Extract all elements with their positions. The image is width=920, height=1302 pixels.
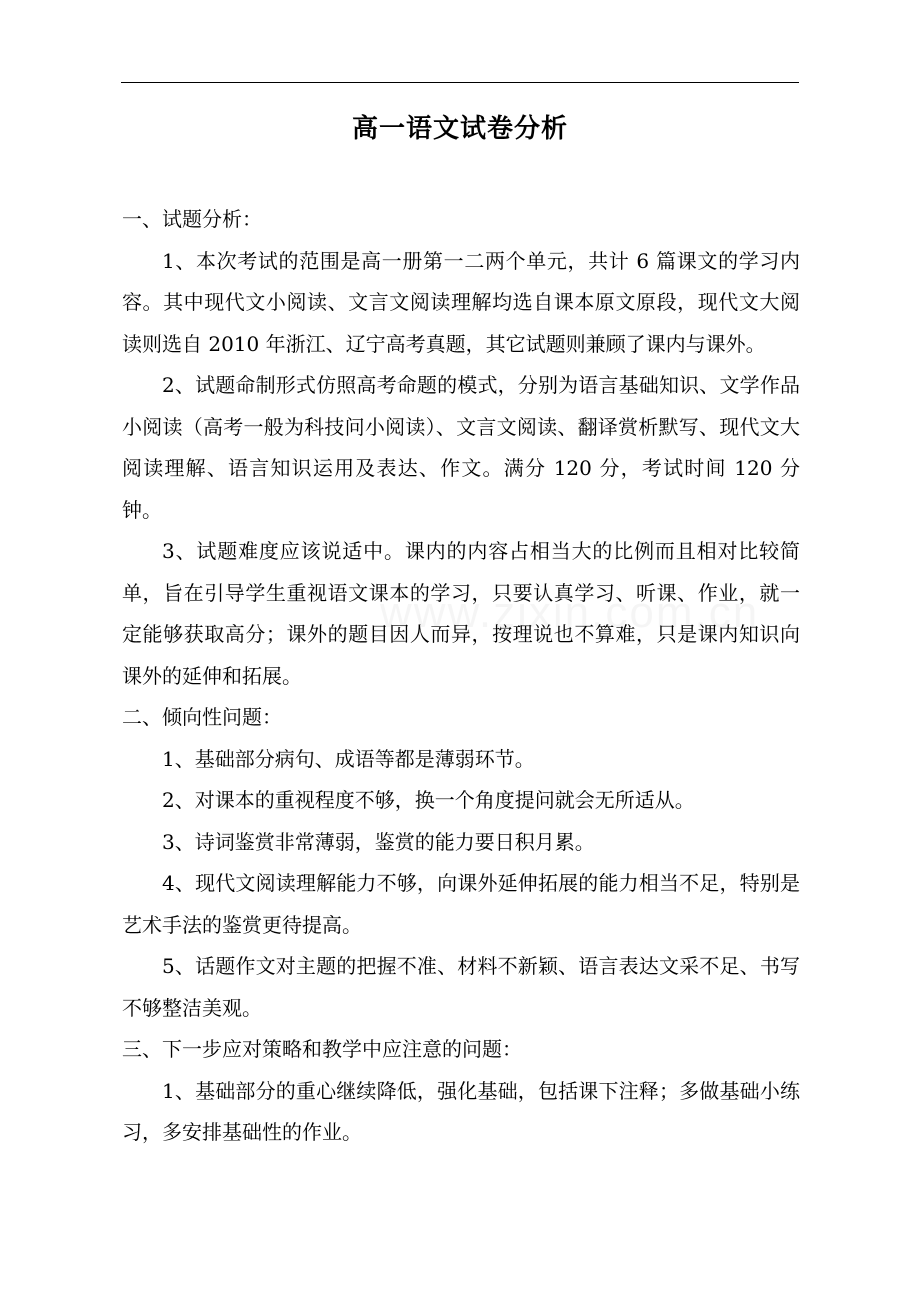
paragraph: 1、本次考试的范围是高一册第一二两个单元，共计 6 篇课文的学习内容。其中现代文小阅读、文言文阅读理解均选自课本原文原段，现代文大阅读则选自 2010 年浙江、辽宁高考真题，其它试题则兼顾了课内与课外。 bbox=[122, 248, 800, 356]
section-test-analysis bbox=[122, 199, 800, 697]
paragraph: 1、基础部分的重心继续降低，强化基础，包括课下注释；多做基础小练习，多安排基础性的作业。 bbox=[122, 1078, 800, 1144]
paragraph: 4、现代文阅读理解能力不够，向课外延伸拓展的能力相当不足，特别是艺术手法的鉴赏更待提高。 bbox=[122, 871, 800, 937]
document-title: 高一语文试卷分析 bbox=[351, 114, 568, 144]
document-body bbox=[122, 199, 800, 1154]
section-heading: 三、下一步应对策略和教学中应注意的问题： bbox=[122, 1037, 522, 1061]
header-rule bbox=[121, 82, 799, 83]
paragraph: 5、话题作文对主题的把握不准、材料不新颖、语言表达文采不足、书写不够整洁美观。 bbox=[122, 954, 800, 1020]
section-heading: 二、倾向性问题： bbox=[122, 705, 282, 729]
paragraph: 3、试题难度应该说适中。课内的内容占相当大的比例而且相对比较简单，旨在引导学生重视语文课本的学习，只要认真学习、听课、作业，就一定能够获取高分；课外的题目因人而异，按理说也不算难，只是课内知识向课外的延伸和拓展。 bbox=[122, 539, 800, 688]
paragraph: 2、对课本的重视程度不够，换一个角度提问就会无所适从。 bbox=[162, 788, 695, 812]
section-next-strategies bbox=[122, 1029, 800, 1154]
paragraph: 3、诗词鉴赏非常薄弱，鉴赏的能力要日积月累。 bbox=[162, 829, 595, 854]
paragraph: 2、试题命制形式仿照高考命题的模式，分别为语言基础知识、文学作品小阅读（高考一般为科技问小阅读）、文言文阅读、翻译赏析默写、现代文大阅读理解、语言知识运用及表达、作文。满分 120 分，考试时间 120 分钟。 bbox=[122, 373, 800, 522]
paragraph: 1、基础部分病句、成语等都是薄弱环节。 bbox=[162, 746, 535, 771]
section-tendency-problems bbox=[122, 697, 800, 1029]
section-heading: 一、试题分析： bbox=[122, 207, 262, 231]
